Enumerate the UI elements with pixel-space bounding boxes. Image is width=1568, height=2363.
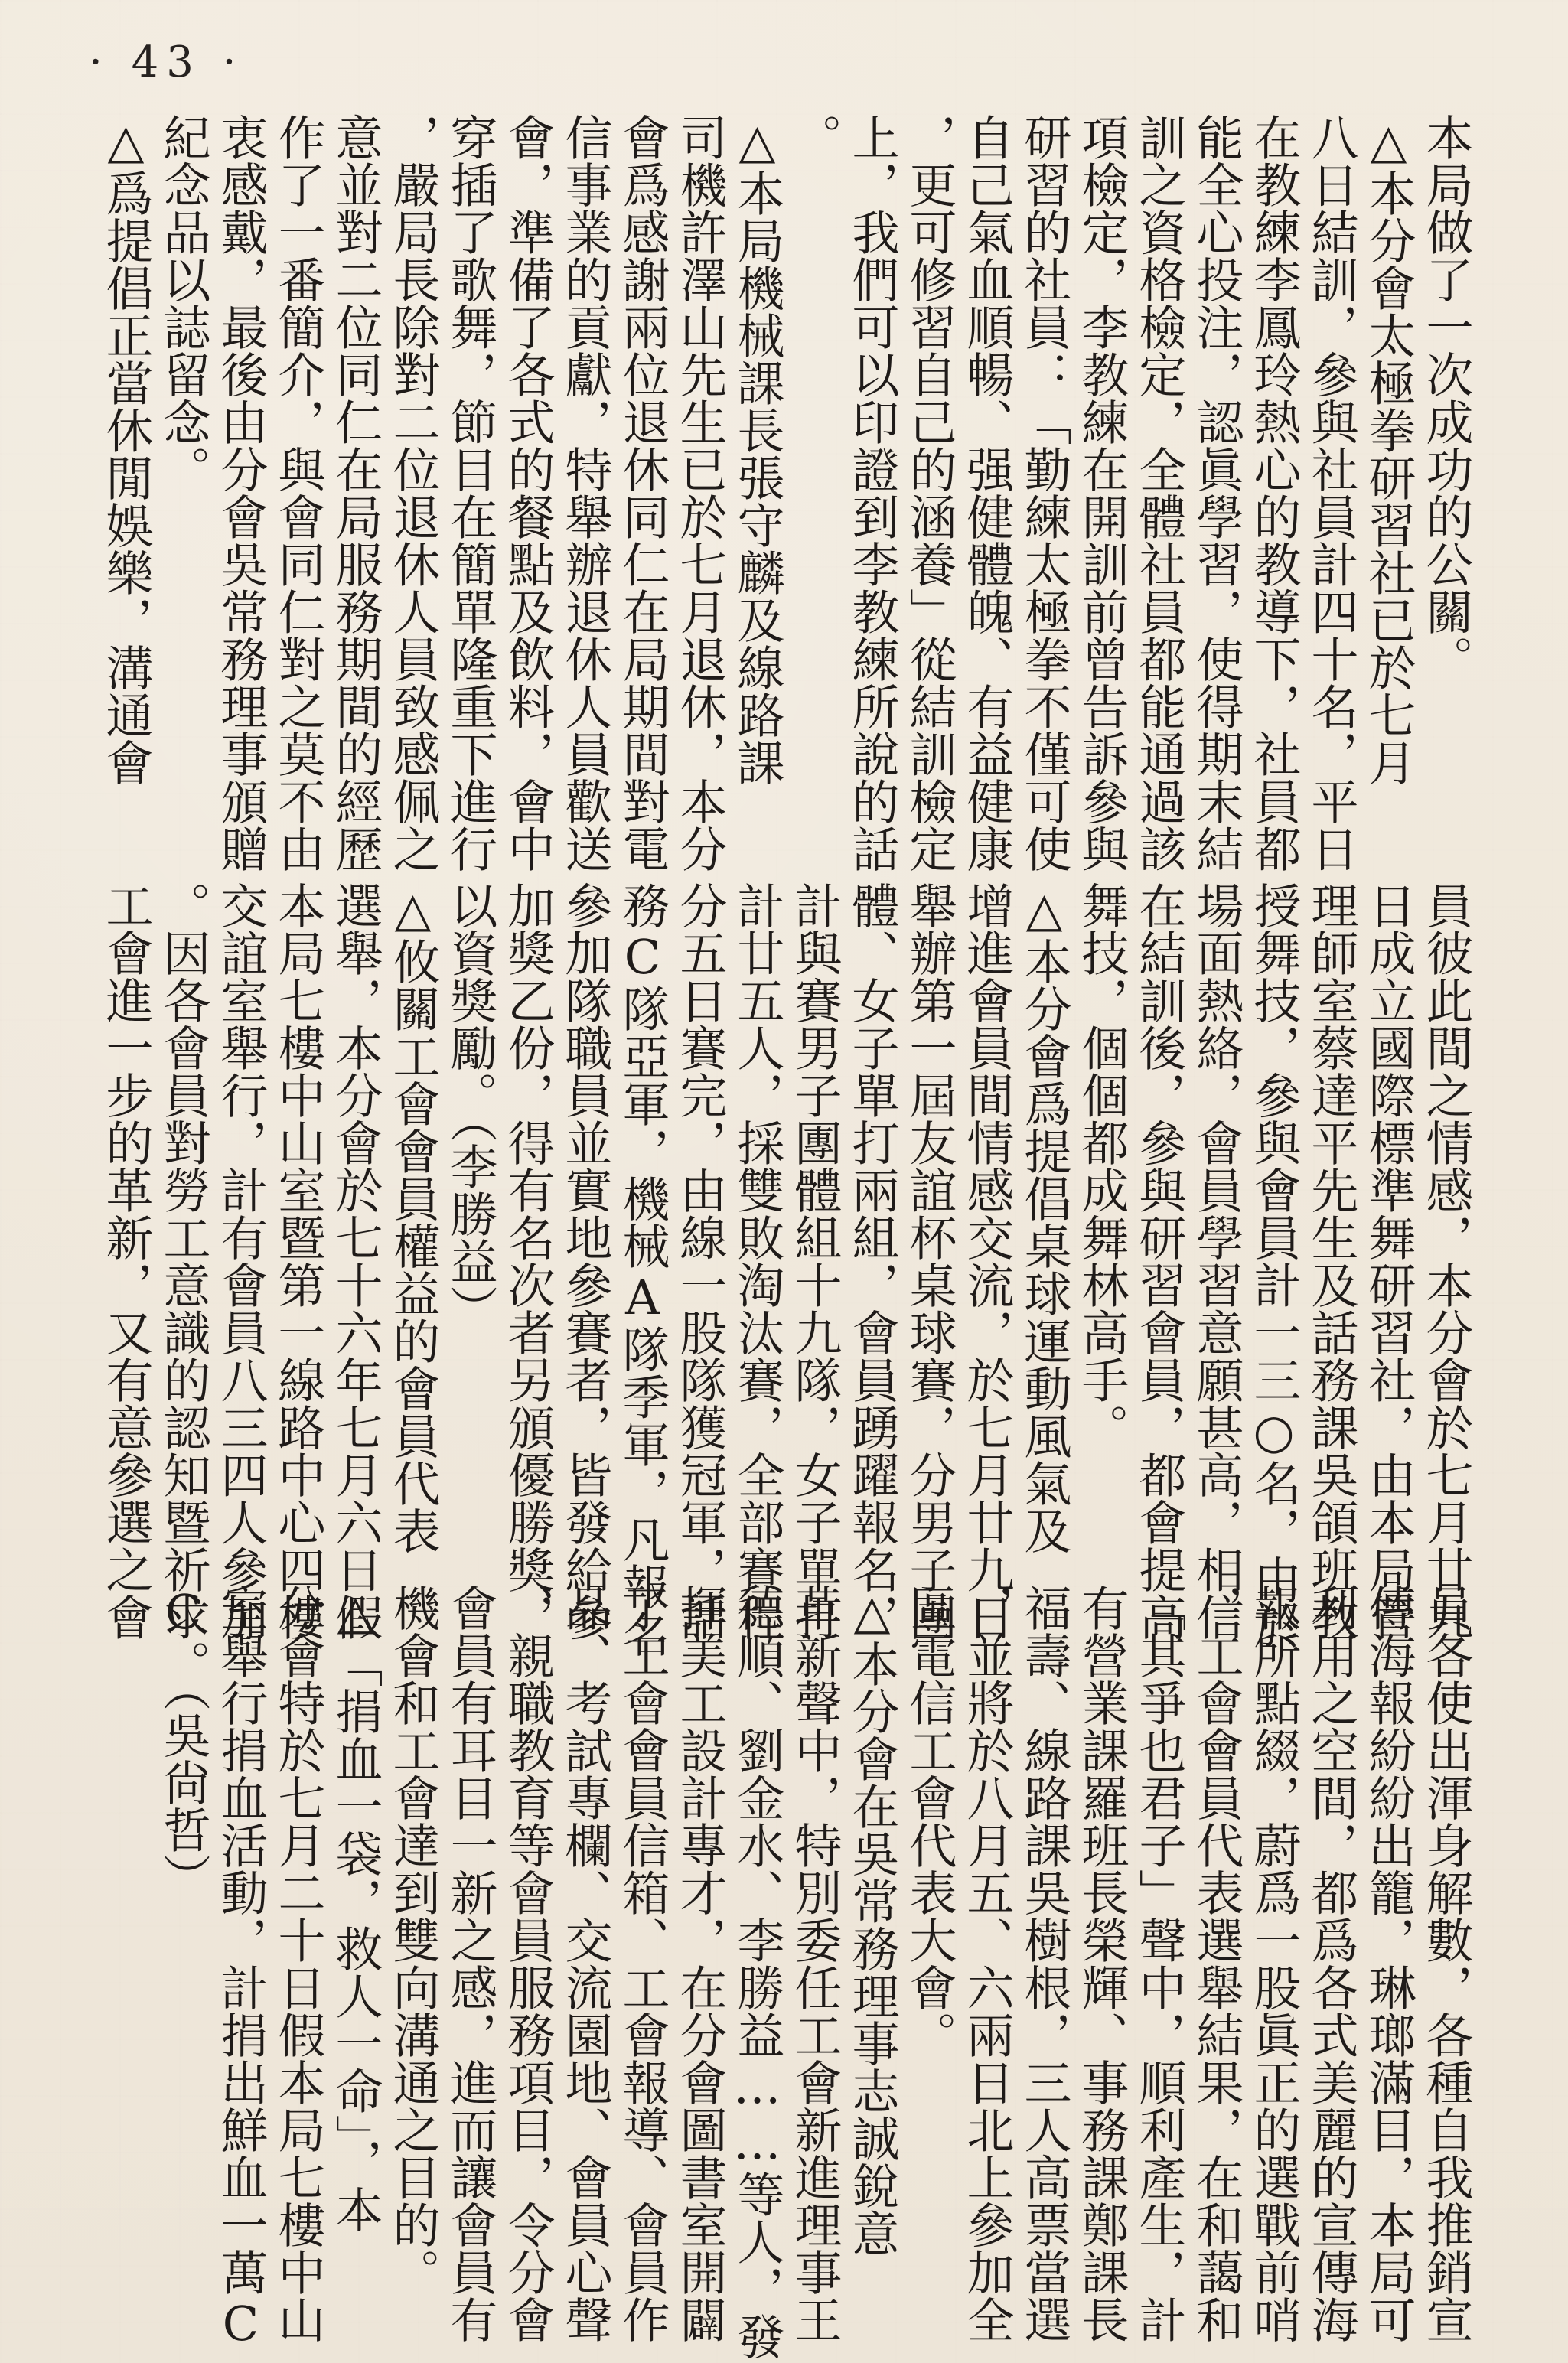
text-column: ，並將於八月五、六兩日北上參加全 — [959, 1584, 1015, 2343]
text-column: 上，我們可以印證到李教練所說的話 — [844, 113, 900, 872]
text-column: 員彼此間之情感，本分會於七月廿九 — [1418, 882, 1474, 1641]
text-column: ，更可修習自己的涵養」從結訓檢定 — [901, 113, 957, 872]
text-column: C。（吳尙哲） — [155, 1584, 211, 1901]
text-column: 「其爭也君子」聲中，順利產生，計 — [1131, 1584, 1187, 2343]
text-column: 分五日賽完，由線一股隊獲冠軍，話 — [672, 882, 728, 1641]
page-number: · 43 · — [89, 37, 244, 87]
text-column: △爲提倡正當休閒娛樂，溝通會 — [98, 113, 154, 786]
text-column: 福壽、線路課吳樹根，三人高票當選 — [1016, 1584, 1072, 2343]
text-column: 利用之空間，都爲各式美麗的宣傳海 — [1303, 1584, 1359, 2343]
text-column: 室舉行捐血活動，計捐出鮮血一萬C — [213, 1584, 269, 2352]
text-column: 會員有耳目一新之感，進而讓會員有 — [442, 1584, 498, 2343]
text-column: 員各使出渾身解數，各種自我推銷宣 — [1418, 1584, 1474, 2343]
text-column: 能全心投注，認眞學習，使得期末結 — [1188, 113, 1244, 872]
text-column: 自己氣血順暢、强健體魄、有益健康 — [959, 113, 1015, 872]
text-column: 日成立國際標準舞研習社，由本局管 — [1361, 882, 1416, 1641]
text-column: 參加隊職員並實地參賽者，皆發給參 — [557, 882, 613, 1641]
text-column: 計廿五人，採雙敗淘汰賽，全部賽程 — [729, 882, 785, 1641]
text-column: 意並對二位同仁在局服務期間的經歷 — [328, 113, 383, 872]
text-column: 工會進一步的革新，又有意參選之會 — [98, 882, 154, 1641]
text-column: 舉辦第一屆友誼杯桌球賽，分男子團 — [901, 882, 957, 1641]
text-column: 穿插了歌舞，節目在簡單隆重下進行 — [442, 113, 498, 872]
text-column: 區電信工會代表大會。 — [901, 1584, 957, 2058]
text-block-middle — [98, 882, 1474, 1657]
text-column: 。因各會員對勞工意識的認知暨祈求 — [155, 882, 211, 1641]
text-column: 會，準備了各式的餐點及飲料，會中 — [500, 113, 556, 872]
text-column: △本局機械課長張守麟及線路課 — [729, 113, 785, 786]
text-column: 務C隊亞軍，機械A隊季軍，凡報名 — [614, 882, 670, 1657]
text-column: △本分會爲提倡桌球運動風氣及 — [1016, 882, 1072, 1554]
text-column: 報所點綴，蔚爲一股眞正的選戰前哨 — [1246, 1584, 1302, 2343]
text-column: 理師室蔡達平先生及話務課吳頜班教 — [1303, 882, 1359, 1641]
text-column: 舞技，個個都成舞林高手。 — [1074, 882, 1130, 1451]
text-column: △「捐血一袋，救人一命」，本 — [328, 1584, 383, 2233]
text-column: 訓之資格檢定，全體社員都能通過該 — [1131, 113, 1187, 872]
text-column: 作了一番簡介，與會同仁對之莫不由 — [270, 113, 326, 872]
text-column: 、親職教育等會員服務項目，令分會 — [500, 1584, 556, 2343]
text-column: 信事業的貢獻，特舉辦退休人員歡送 — [557, 113, 613, 872]
text-column: 在結訓後，參與研習會員，都會提高 — [1131, 882, 1187, 1641]
text-column: 項檢定，李教練在開訓前曾告訴參與 — [1074, 113, 1130, 872]
text-column: 機會和工會達到雙向溝通之目的。 — [385, 1584, 441, 2296]
text-column: 本局做了一次成功的公關。 — [1418, 113, 1474, 683]
text-column: 場面熱絡，會員學習意願甚高，相信 — [1188, 882, 1244, 1641]
text-column: 本局七樓中山室暨第一線路中心四樓 — [270, 882, 326, 1641]
text-column: 以資獎勵。（李勝益） — [442, 882, 498, 1332]
text-column: 紀念品以誌留念。 — [155, 113, 211, 493]
text-block-top — [98, 113, 1474, 872]
text-column: 傳海報紛紛出籠，琳瑯滿目，本局可 — [1361, 1584, 1416, 2343]
text-column: 革新聲中，特別委任工會新進理事王 — [787, 1584, 843, 2343]
text-column: △攸關工會會員權益的會員代表 — [385, 882, 441, 1554]
text-column: ，工會會員代表選舉結果，在和藹和 — [1188, 1584, 1244, 2343]
text-column: 選舉，本分會於七十六年七月六日假 — [328, 882, 383, 1641]
text-column: 授舞技，參與會員計一三○名，由於 — [1246, 882, 1302, 1649]
text-column: 有營業課羅班長榮輝、事務課鄭課長 — [1074, 1584, 1130, 2343]
text-column: 交誼室舉行，計有會員八三四人參加 — [213, 882, 269, 1641]
text-column: 分會特於七月二十日假本局七樓中山 — [270, 1584, 326, 2343]
text-column: 體、女子單打兩組，會員踴躍報名， — [844, 882, 900, 1641]
text-column: 德順、劉金水、李勝益……等人，發 — [729, 1584, 785, 2360]
text-column: △本分會在吳常務理事志誠銳意 — [844, 1584, 900, 2257]
text-column: 。 — [787, 113, 843, 161]
text-column: 在教練李鳳玲熱心的教導下，社員都 — [1246, 113, 1302, 872]
text-column: 了工會會員信箱、工會報導、會員作 — [614, 1584, 670, 2343]
text-column: 揮美工設計專才，在分會圖書室開闢 — [672, 1584, 728, 2343]
text-column: ，嚴局長除對二位退休人員致感佩之 — [385, 113, 441, 872]
text-column: 衷感戴，最後由分會吳常務理事頒贈 — [213, 113, 269, 872]
text-column: 研習的社員：「勤練太極拳不僅可使 — [1016, 113, 1072, 872]
text-column: 品、考試專欄、交流園地、會員心聲 — [557, 1584, 613, 2343]
text-block-bottom — [112, 1584, 1474, 2360]
text-column: 八日結訓，參與社員計四十名，平日 — [1303, 113, 1359, 872]
text-column: 司機許澤山先生已於七月退休，本分 — [672, 113, 728, 872]
text-column: 會爲感謝兩位退休同仁在局期間對電 — [614, 113, 670, 872]
text-column: 計與賽男子團體組十九隊，女子單打 — [787, 882, 843, 1641]
text-column: 增進會員間情感交流，於七月廿九日 — [959, 882, 1015, 1641]
text-column: △本分會太極拳研習社已於七月 — [1361, 113, 1416, 786]
text-column: 加獎乙份，得有名次者另頒優勝獎， — [500, 882, 556, 1641]
